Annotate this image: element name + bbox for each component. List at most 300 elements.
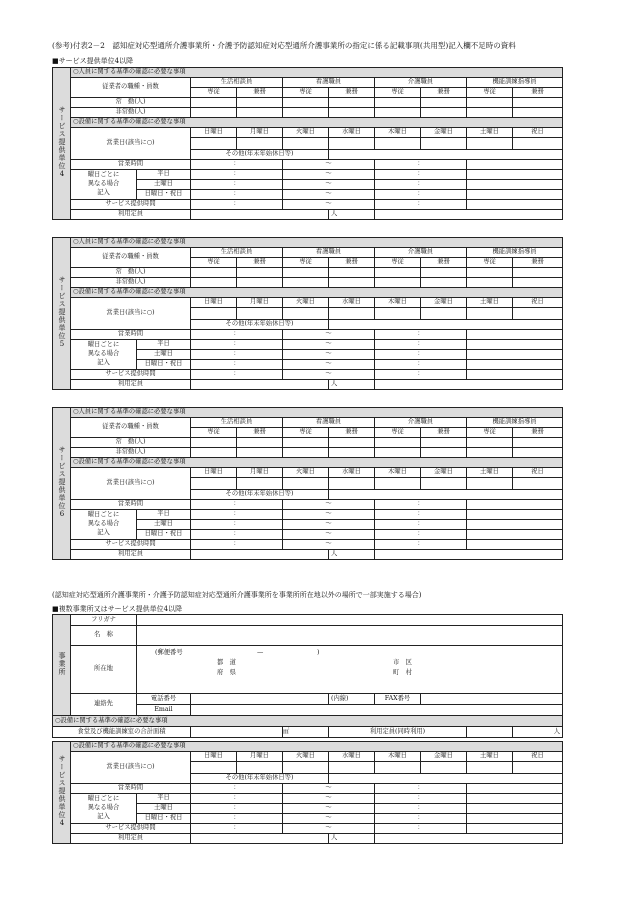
time-sep: ～: [283, 510, 375, 520]
time-sep: ～: [283, 500, 375, 510]
service-time-label: サービス提供時間: [71, 540, 191, 550]
day-type-label: 土曜日: [137, 804, 191, 814]
staff-count-label: 従業者の職種・員数: [71, 248, 191, 268]
time-sep: ～: [283, 370, 375, 380]
staff-count-cell[interactable]: [513, 448, 563, 458]
part-time-header: 兼務: [513, 258, 563, 268]
capacity-person-unit: 人: [329, 834, 375, 844]
staff-heading: ○人員に関する基準の確認に必要な事項: [71, 408, 563, 418]
time-sep: ～: [283, 200, 375, 210]
time-end[interactable]: ：: [375, 794, 467, 804]
role-header: 介護職員: [375, 248, 467, 258]
time-sep: ～: [283, 170, 375, 180]
regular-staff-label: 常 勤(人): [71, 438, 191, 448]
day-check-cell[interactable]: [237, 308, 283, 320]
day-header: 水曜日: [329, 752, 375, 762]
time-sep: ～: [283, 784, 375, 794]
day-header: 火曜日: [283, 752, 329, 762]
day-check-cell[interactable]: [467, 138, 513, 150]
part-time-header: 兼務: [513, 88, 563, 98]
varies-by-day-label: 曜日ごとに 異なる場合 記入: [71, 340, 137, 370]
staff-count-cell[interactable]: [513, 98, 563, 108]
staff-count-cell[interactable]: [375, 108, 421, 118]
time-end[interactable]: ：: [375, 200, 467, 210]
capacity-field[interactable]: [191, 550, 329, 560]
day-header: 火曜日: [283, 128, 329, 138]
day-check-cell[interactable]: [467, 762, 513, 774]
day-check-cell[interactable]: [191, 762, 237, 774]
time-blank: [467, 794, 563, 804]
time-start[interactable]: ：: [191, 794, 283, 804]
facility-heading: ○設備に関する基準の確認に必要な事項: [71, 458, 563, 468]
staff-count-cell[interactable]: [329, 108, 375, 118]
part-time-header: 兼務: [421, 428, 467, 438]
staff-count-cell[interactable]: [191, 98, 237, 108]
time-start[interactable]: ：: [191, 824, 283, 834]
other-holidays-field[interactable]: [329, 320, 563, 330]
full-time-header: 専従: [191, 88, 237, 98]
business-days-label: 営業日(該当に○): [71, 298, 191, 330]
time-sep: ～: [283, 350, 375, 360]
staff-count-cell[interactable]: [467, 278, 513, 288]
other-holidays-label: その他(年末年始休日等): [191, 320, 329, 330]
contact-label: 連絡先: [71, 694, 137, 716]
time-end[interactable]: ：: [375, 190, 467, 200]
capacity-blank: [375, 380, 563, 390]
staff-count-cell[interactable]: [283, 98, 329, 108]
time-blank: [467, 350, 563, 360]
time-sep: ～: [283, 520, 375, 530]
day-check-cell[interactable]: [329, 762, 375, 774]
staff-count-cell[interactable]: [191, 448, 237, 458]
fax-field[interactable]: [421, 694, 563, 705]
business-hours-label: 営業時間: [71, 330, 191, 340]
capacity-simultaneous-field[interactable]: [467, 727, 513, 738]
role-header: 看護職員: [283, 418, 375, 428]
time-end[interactable]: ：: [375, 540, 467, 550]
staff-count-cell[interactable]: [513, 278, 563, 288]
day-check-cell[interactable]: [375, 138, 421, 150]
time-blank: [467, 530, 563, 540]
time-start[interactable]: ：: [191, 160, 283, 170]
other-holidays-field[interactable]: [329, 774, 563, 784]
staff-count-cell[interactable]: [329, 98, 375, 108]
role-header: 看護職員: [283, 248, 375, 258]
time-start[interactable]: ：: [191, 340, 283, 350]
business-days-label: 営業日(該当に○): [71, 468, 191, 500]
day-check-cell[interactable]: [283, 478, 329, 490]
time-blank: [467, 500, 563, 510]
role-header: 生活相談員: [191, 248, 283, 258]
time-start[interactable]: ：: [191, 170, 283, 180]
time-end[interactable]: ：: [375, 160, 467, 170]
time-end[interactable]: ：: [375, 784, 467, 794]
capacity-blank: [375, 834, 563, 844]
day-header: 火曜日: [283, 298, 329, 308]
prefecture-label-2: 府 県: [217, 669, 236, 676]
day-check-cell[interactable]: [421, 478, 467, 490]
time-start[interactable]: ：: [191, 520, 283, 530]
facility-heading: ○設備に関する基準の確認に必要な事項: [71, 742, 563, 752]
day-check-cell[interactable]: [191, 138, 237, 150]
staff-count-cell[interactable]: [283, 268, 329, 278]
phone-field[interactable]: [191, 694, 329, 705]
staff-heading: ○人員に関する基準の確認に必要な事項: [71, 68, 563, 78]
time-end[interactable]: ：: [375, 370, 467, 380]
staff-count-cell[interactable]: [329, 448, 375, 458]
time-blank: [467, 824, 563, 834]
capacity-field[interactable]: [191, 210, 329, 220]
email-label: Email: [137, 705, 191, 716]
full-time-header: 専従: [467, 258, 513, 268]
day-header: 金曜日: [421, 128, 467, 138]
varies-by-day-label: 曜日ごとに 異なる場合 記入: [71, 170, 137, 200]
staff-count-cell[interactable]: [513, 438, 563, 448]
time-start[interactable]: ：: [191, 190, 283, 200]
staff-count-cell[interactable]: [283, 108, 329, 118]
service-time-label: サービス提供時間: [71, 370, 191, 380]
other-holidays-label: その他(年末年始休日等): [191, 490, 329, 500]
capacity-person-unit: 人: [513, 727, 563, 738]
regular-staff-label: 常 勤(人): [71, 268, 191, 278]
section-heading-units: ■サービス提供単位4以降: [52, 57, 134, 65]
time-sep: ～: [283, 340, 375, 350]
time-start[interactable]: ：: [191, 500, 283, 510]
full-time-header: 専従: [283, 88, 329, 98]
staff-count-cell[interactable]: [329, 268, 375, 278]
day-check-cell[interactable]: [283, 308, 329, 320]
staff-count-cell[interactable]: [237, 438, 283, 448]
day-type-label: 土曜日: [137, 520, 191, 530]
time-blank: [467, 340, 563, 350]
day-check-cell[interactable]: [329, 138, 375, 150]
time-end[interactable]: ：: [375, 500, 467, 510]
staff-count-cell[interactable]: [467, 448, 513, 458]
staff-count-cell[interactable]: [375, 98, 421, 108]
staff-count-cell[interactable]: [375, 278, 421, 288]
business-hours-label: 営業時間: [71, 784, 191, 794]
staff-count-cell[interactable]: [191, 108, 237, 118]
day-header: 日曜日: [191, 298, 237, 308]
part-time-header: 兼務: [329, 258, 375, 268]
day-check-cell[interactable]: [375, 762, 421, 774]
staff-count-cell[interactable]: [237, 108, 283, 118]
other-holidays-label: その他(年末年始休日等): [191, 774, 329, 784]
time-blank: [467, 190, 563, 200]
day-header: 土曜日: [467, 128, 513, 138]
staff-count-cell[interactable]: [467, 268, 513, 278]
day-type-label: 日曜日・祝日: [137, 190, 191, 200]
postal-dash: —: [257, 649, 264, 656]
role-header: 生活相談員: [191, 78, 283, 88]
other-holidays-field[interactable]: [329, 150, 563, 160]
time-start[interactable]: ：: [191, 804, 283, 814]
time-blank: [467, 804, 563, 814]
capacity-person-unit: 人: [329, 550, 375, 560]
day-check-cell[interactable]: [513, 762, 563, 774]
day-check-cell[interactable]: [237, 138, 283, 150]
day-check-cell[interactable]: [467, 308, 513, 320]
service-unit-6-table: [52, 407, 563, 560]
capacity-person-unit: 人: [329, 210, 375, 220]
time-end[interactable]: ：: [375, 530, 467, 540]
staff-count-cell[interactable]: [329, 278, 375, 288]
time-blank: [467, 170, 563, 180]
day-check-cell[interactable]: [283, 762, 329, 774]
time-sep: ～: [283, 824, 375, 834]
staff-count-cell[interactable]: [421, 108, 467, 118]
capacity-field[interactable]: [191, 380, 329, 390]
fax-label: FAX番号: [375, 694, 421, 705]
capacity-field[interactable]: [191, 834, 329, 844]
business-hours-label: 営業時間: [71, 500, 191, 510]
day-type-label: 平日: [137, 170, 191, 180]
business-days-label: 営業日(該当に○): [71, 128, 191, 160]
day-check-cell[interactable]: [191, 308, 237, 320]
other-holidays-label: その他(年末年始休日等): [191, 150, 329, 160]
day-header: 金曜日: [421, 752, 467, 762]
day-header: 水曜日: [329, 128, 375, 138]
time-start[interactable]: ：: [191, 510, 283, 520]
day-check-cell[interactable]: [513, 138, 563, 150]
staff-count-cell[interactable]: [237, 448, 283, 458]
role-header: 介護職員: [375, 418, 467, 428]
area-label: 食堂及び機能訓練室の合計面積: [53, 727, 191, 738]
day-check-cell[interactable]: [329, 308, 375, 320]
time-start[interactable]: ：: [191, 370, 283, 380]
staff-count-cell[interactable]: [237, 278, 283, 288]
time-blank: [467, 360, 563, 370]
day-type-label: 土曜日: [137, 180, 191, 190]
staff-count-cell[interactable]: [375, 448, 421, 458]
staff-count-cell[interactable]: [467, 108, 513, 118]
time-blank: [467, 784, 563, 794]
time-start[interactable]: ：: [191, 540, 283, 550]
service-unit-6-vertical-label: サービス提供単位6: [53, 408, 71, 560]
time-end[interactable]: ：: [375, 340, 467, 350]
email-field[interactable]: [191, 705, 563, 716]
day-check-cell[interactable]: [467, 478, 513, 490]
day-check-cell[interactable]: [191, 478, 237, 490]
day-check-cell[interactable]: [237, 478, 283, 490]
time-blank: [467, 814, 563, 824]
postal-close: ): [317, 649, 320, 656]
day-header: 月曜日: [237, 128, 283, 138]
service-unit-5-vertical-label: サービス提供単位5: [53, 238, 71, 390]
service-time-label: サービス提供時間: [71, 200, 191, 210]
day-type-label: 日曜日・祝日: [137, 530, 191, 540]
day-header: 月曜日: [237, 468, 283, 478]
staff-count-cell[interactable]: [329, 438, 375, 448]
capacity-label: 利用定員: [71, 834, 191, 844]
time-blank: [467, 510, 563, 520]
nonregular-staff-label: 非常勤(人): [71, 278, 191, 288]
time-blank: [467, 160, 563, 170]
nonregular-staff-label: 非常勤(人): [71, 108, 191, 118]
time-sep: ～: [283, 804, 375, 814]
area-field[interactable]: [191, 727, 283, 738]
day-header: 祝日: [513, 298, 563, 308]
staff-count-cell[interactable]: [467, 98, 513, 108]
time-sep: ～: [283, 360, 375, 370]
capacity-blank: [375, 210, 563, 220]
staff-count-cell[interactable]: [283, 448, 329, 458]
time-blank: [467, 370, 563, 380]
role-header: 機能訓練指導員: [467, 248, 563, 258]
staff-count-cell[interactable]: [421, 448, 467, 458]
office-name-field[interactable]: [137, 626, 563, 646]
time-start[interactable]: ：: [191, 350, 283, 360]
staff-count-cell[interactable]: [467, 438, 513, 448]
staff-count-cell[interactable]: [421, 98, 467, 108]
day-header: 金曜日: [421, 298, 467, 308]
office-vertical-label: 事業所: [53, 615, 71, 716]
staff-count-cell[interactable]: [191, 438, 237, 448]
time-sep: ～: [283, 330, 375, 340]
day-header: 木曜日: [375, 752, 421, 762]
phone-label: 電話番号: [137, 694, 191, 705]
part-time-header: 兼務: [421, 88, 467, 98]
office-table: [52, 614, 563, 738]
day-check-cell[interactable]: [421, 762, 467, 774]
staff-count-cell[interactable]: [283, 438, 329, 448]
address-field[interactable]: [137, 646, 563, 694]
day-header: 日曜日: [191, 468, 237, 478]
day-check-cell[interactable]: [237, 762, 283, 774]
capacity-label: 利用定員: [71, 210, 191, 220]
time-end[interactable]: ：: [375, 520, 467, 530]
day-header: 日曜日: [191, 752, 237, 762]
time-end[interactable]: ：: [375, 350, 467, 360]
nonregular-staff-label: 非常勤(人): [71, 448, 191, 458]
service-unit-4-multi-table: [52, 741, 563, 844]
time-end[interactable]: ：: [375, 804, 467, 814]
time-start[interactable]: ：: [191, 200, 283, 210]
day-header: 土曜日: [467, 468, 513, 478]
day-header: 水曜日: [329, 468, 375, 478]
furigana-field[interactable]: [137, 615, 563, 626]
day-check-cell[interactable]: [375, 308, 421, 320]
time-start[interactable]: ：: [191, 814, 283, 824]
time-end[interactable]: ：: [375, 360, 467, 370]
staff-count-cell[interactable]: [513, 108, 563, 118]
staff-count-label: 従業者の職種・員数: [71, 78, 191, 98]
part-time-header: 兼務: [237, 88, 283, 98]
day-type-label: 土曜日: [137, 350, 191, 360]
day-header: 土曜日: [467, 298, 513, 308]
day-check-cell[interactable]: [421, 308, 467, 320]
time-end[interactable]: ：: [375, 814, 467, 824]
area-unit: ㎡: [283, 727, 329, 738]
time-start[interactable]: ：: [191, 784, 283, 794]
time-end[interactable]: ：: [375, 824, 467, 834]
day-check-cell[interactable]: [513, 308, 563, 320]
section-heading-multiple: ■複数事業所又はサービス提供単位4以降: [52, 605, 183, 613]
role-header: 生活相談員: [191, 418, 283, 428]
day-check-cell[interactable]: [513, 478, 563, 490]
day-check-cell[interactable]: [283, 138, 329, 150]
time-blank: [467, 540, 563, 550]
day-header: 木曜日: [375, 468, 421, 478]
day-check-cell[interactable]: [421, 138, 467, 150]
time-start[interactable]: ：: [191, 180, 283, 190]
part-time-header: 兼務: [421, 258, 467, 268]
time-start[interactable]: ：: [191, 530, 283, 540]
full-time-header: 専従: [467, 428, 513, 438]
day-type-label: 平日: [137, 794, 191, 804]
time-end[interactable]: ：: [375, 170, 467, 180]
staff-count-cell[interactable]: [375, 268, 421, 278]
time-sep: ～: [283, 190, 375, 200]
staff-count-cell[interactable]: [283, 278, 329, 288]
day-header: 祝日: [513, 468, 563, 478]
time-end[interactable]: ：: [375, 330, 467, 340]
staff-count-cell[interactable]: [237, 98, 283, 108]
city-label-1: 市 区: [393, 659, 412, 666]
section-heading-other-location: (認知症対応型通所介護事業所・介護予防認知症対応型通所介護事業所を事業所所在地以外の場所で一部実施する場合): [52, 591, 422, 599]
staff-count-cell[interactable]: [421, 278, 467, 288]
full-time-header: 専従: [283, 428, 329, 438]
day-header: 金曜日: [421, 468, 467, 478]
day-header: 祝日: [513, 752, 563, 762]
part-time-header: 兼務: [329, 88, 375, 98]
part-time-header: 兼務: [237, 258, 283, 268]
service-unit-4-table: [52, 67, 563, 220]
staff-count-cell[interactable]: [421, 438, 467, 448]
staff-count-cell[interactable]: [421, 268, 467, 278]
extension-label: (内線): [329, 694, 375, 705]
staff-heading: ○人員に関する基準の確認に必要な事項: [71, 238, 563, 248]
staff-count-cell[interactable]: [237, 268, 283, 278]
office-facility-heading: ○設備に関する基準の確認に必要な事項: [53, 716, 563, 727]
day-type-label: 平日: [137, 510, 191, 520]
other-holidays-field[interactable]: [329, 490, 563, 500]
day-check-cell[interactable]: [375, 478, 421, 490]
furigana-label: フリガナ: [71, 615, 137, 626]
time-sep: ～: [283, 180, 375, 190]
full-time-header: 専従: [191, 428, 237, 438]
full-time-header: 専従: [283, 258, 329, 268]
office-name-label: 名 称: [71, 626, 137, 646]
time-end[interactable]: ：: [375, 180, 467, 190]
staff-count-cell[interactable]: [191, 268, 237, 278]
day-check-cell[interactable]: [329, 478, 375, 490]
day-header: 木曜日: [375, 128, 421, 138]
day-header: 木曜日: [375, 298, 421, 308]
capacity-label: 利用定員: [71, 550, 191, 560]
staff-count-cell[interactable]: [513, 268, 563, 278]
day-type-label: 日曜日・祝日: [137, 814, 191, 824]
staff-count-cell[interactable]: [375, 438, 421, 448]
staff-count-cell[interactable]: [191, 278, 237, 288]
day-header: 土曜日: [467, 752, 513, 762]
time-start[interactable]: ：: [191, 330, 283, 340]
day-header: 水曜日: [329, 298, 375, 308]
time-start[interactable]: ：: [191, 360, 283, 370]
role-header: 機能訓練指導員: [467, 78, 563, 88]
time-end[interactable]: ：: [375, 510, 467, 520]
capacity-blank: [375, 550, 563, 560]
business-hours-label: 営業時間: [71, 160, 191, 170]
regular-staff-label: 常 勤(人): [71, 98, 191, 108]
time-sep: ～: [283, 160, 375, 170]
staff-count-label: 従業者の職種・員数: [71, 418, 191, 438]
service-unit-4-vertical-label: サービス提供単位4: [53, 68, 71, 220]
city-label-2: 町 村: [393, 669, 412, 676]
time-sep: ～: [283, 794, 375, 804]
address-label: 所在地: [71, 646, 137, 694]
part-time-header: 兼務: [329, 428, 375, 438]
